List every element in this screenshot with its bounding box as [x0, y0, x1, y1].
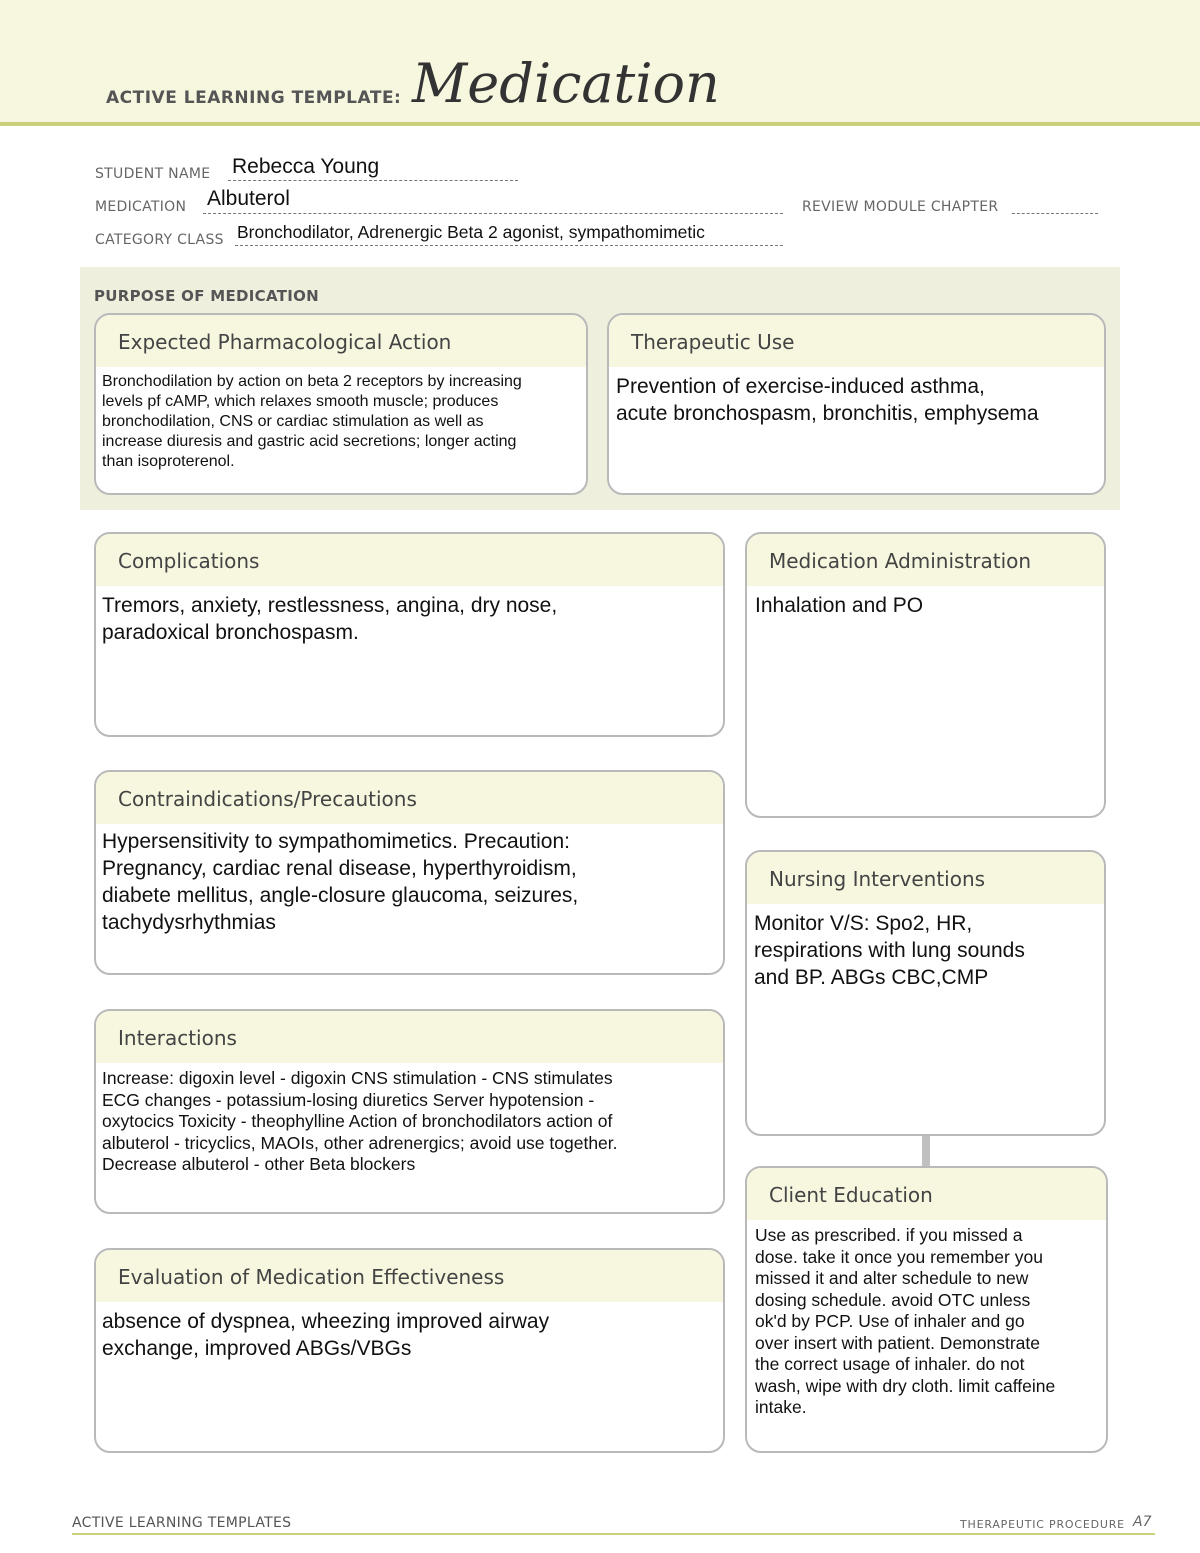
medication-label: MEDICATION [95, 199, 187, 215]
page-number: A7 [1133, 1514, 1152, 1530]
nursing-interventions-title: Nursing Interventions [747, 852, 1104, 904]
client-education-box [745, 1166, 1108, 1453]
student-name-line [228, 180, 518, 181]
administration-text[interactable]: Inhalation and PO [755, 594, 924, 617]
medication-line [203, 213, 783, 214]
connector-bar [922, 1136, 930, 1166]
contraindications-text[interactable]: Hypersensitivity to sympathomimetics. Precaution: Pregnancy, cardiac renal disease, hyperthyroidism, diabete mellitus, angle-closure glaucoma, seizures, tachydysrhythmias [102, 830, 579, 934]
expected-action-box [94, 313, 588, 495]
interactions-text[interactable]: Increase: digoxin level - digoxin CNS stimulation - CNS stimulates ECG changes - potassium-losing diuretics Server hypotension - oxytocics Toxicity - theophylline Action of bronchodilators action of albuterol - tricyclics, MAOIs, other adrenergics; avoid use together. Decrease albuterol - other Beta blockers [102, 1068, 618, 1174]
purpose-label: PURPOSE OF MEDICATION [94, 287, 320, 305]
contraindications-box [94, 770, 725, 975]
administration-title: Medication Administration [747, 534, 1104, 586]
complications-title: Complications [96, 534, 723, 586]
administration-box [745, 532, 1106, 818]
interactions-title: Interactions [96, 1011, 723, 1063]
template-prefix: ACTIVE LEARNING TEMPLATE: [106, 88, 402, 108]
review-module-label: REVIEW MODULE CHAPTER [802, 199, 999, 215]
complications-box [94, 532, 725, 737]
header-rule [0, 122, 1200, 126]
therapeutic-use-title: Therapeutic Use [609, 315, 1104, 367]
client-education-title: Client Education [747, 1168, 1106, 1220]
student-name-label: STUDENT NAME [95, 166, 211, 182]
interactions-box [94, 1009, 725, 1214]
expected-action-title: Expected Pharmacological Action [96, 315, 586, 367]
category-class-label: CATEGORY CLASS [95, 232, 224, 248]
page-title: Medication [412, 52, 720, 115]
therapeutic-use-text[interactable]: Prevention of exercise-induced asthma, acute bronchospasm, bronchitis, emphysema [616, 375, 1039, 425]
evaluation-box [94, 1248, 725, 1453]
medication-field[interactable]: Albuterol [207, 187, 290, 210]
nursing-interventions-box [745, 850, 1106, 1136]
review-module-field[interactable] [1012, 213, 1098, 214]
evaluation-title: Evaluation of Medication Effectiveness [96, 1250, 723, 1302]
student-name-field[interactable]: Rebecca Young [232, 155, 380, 178]
category-class-line [235, 245, 783, 246]
nursing-interventions-text[interactable]: Monitor V/S: Spo2, HR, respirations with lung sounds and BP. ABGs CBC,CMP [754, 912, 1025, 989]
footer-left: ACTIVE LEARNING TEMPLATES [72, 1515, 292, 1531]
footer-rule [72, 1533, 1155, 1535]
evaluation-text[interactable]: absence of dyspnea, wheezing improved airway exchange, improved ABGs/VBGs [102, 1310, 550, 1360]
category-class-field[interactable]: Bronchodilator, Adrenergic Beta 2 agonist, sympathomimetic [237, 222, 705, 242]
complications-text[interactable]: Tremors, anxiety, restlessness, angina, dry nose, paradoxical bronchospasm. [102, 594, 558, 644]
footer-right: THERAPEUTIC PROCEDURE [960, 1518, 1125, 1531]
client-education-text[interactable]: Use as prescribed. if you missed a dose. take it once you remember you missed it and alter schedule to new dosing schedule. avoid OTC unless ok'd by PCP. Use of inhaler and go over insert with patient. Demonstrate the correct usage of inhaler. do not wash, wipe with dry cloth. limit caffeine intake. [755, 1225, 1056, 1417]
therapeutic-use-box [607, 313, 1106, 495]
expected-action-text[interactable]: Bronchodilation by action on beta 2 receptors by increasing levels pf cAMP, which relaxes smooth muscle; produces bronchodilation, CNS or cardiac stimulation as well as increase diuresis and gastric acid secretions; longer acting than isoproterenol. [102, 373, 522, 470]
contraindications-title: Contraindications/Precautions [96, 772, 723, 824]
